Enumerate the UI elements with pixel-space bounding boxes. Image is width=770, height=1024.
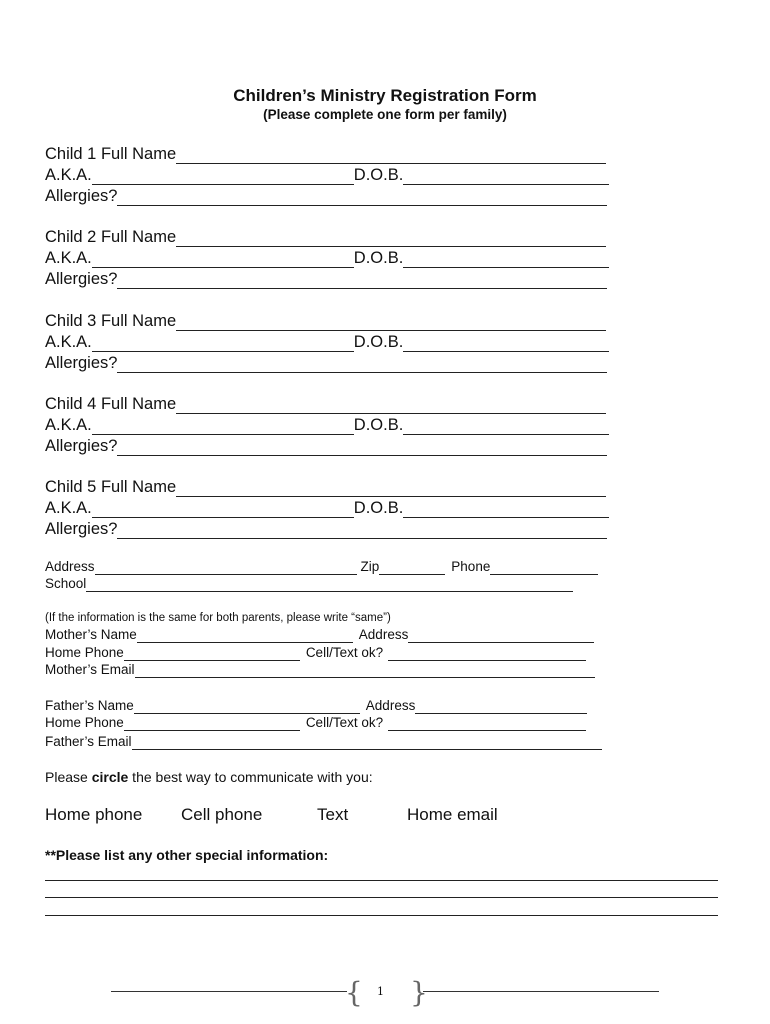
special-info-line-3[interactable] <box>45 915 718 916</box>
phone-field[interactable] <box>490 574 598 575</box>
child-1-name-row <box>45 145 606 166</box>
child-allergies-label: Allergies? <box>45 187 118 205</box>
child-full-name-field[interactable] <box>176 246 606 247</box>
footer-brace-left: { <box>345 976 363 1009</box>
father-name-field[interactable] <box>134 713 360 714</box>
child-allergies-field[interactable] <box>117 455 607 456</box>
child-aka-field[interactable] <box>92 184 354 185</box>
child-dob-label: D.O.B. <box>353 166 404 184</box>
child-full-name-field[interactable] <box>176 413 606 414</box>
zip-field[interactable] <box>379 574 445 575</box>
address-row <box>45 559 598 577</box>
child-aka-field[interactable] <box>92 434 354 435</box>
child-aka-label: A.K.A. <box>45 166 92 184</box>
father-email-row <box>45 734 602 752</box>
form-subtitle: (Please complete one form per family) <box>263 107 507 122</box>
child-4-allergies-row <box>45 437 607 458</box>
prompt-after: the best way to communicate with you: <box>128 769 373 785</box>
option-cell-phone[interactable]: Cell phone <box>181 805 263 824</box>
child-dob-field[interactable] <box>403 434 609 435</box>
child-2-name-row <box>45 228 606 249</box>
mother-email-label: Mother’s Email <box>45 662 135 677</box>
child-aka-label: A.K.A. <box>45 249 92 267</box>
special-info-line-1[interactable] <box>45 880 718 881</box>
child-full-name-field[interactable] <box>176 330 606 331</box>
child-full-name-label: Child 1 Full Name <box>45 145 177 163</box>
child-3-name-row <box>45 312 606 333</box>
same-note: (If the information is the same for both parents, please write “same”) <box>45 612 391 624</box>
child-1-allergies-row <box>45 187 607 208</box>
footer-rule-right <box>423 991 659 992</box>
option-home-email[interactable]: Home email <box>407 805 498 824</box>
father-address-field[interactable] <box>415 713 587 714</box>
child-full-name-label: Child 3 Full Name <box>45 312 177 330</box>
child-dob-label: D.O.B. <box>353 249 404 267</box>
school-row <box>45 576 573 594</box>
child-3-allergies-row <box>45 354 607 375</box>
father-home-phone-label: Home Phone <box>45 715 124 730</box>
child-4-aka-row <box>45 416 609 437</box>
father-phone-row <box>45 715 586 733</box>
school-field[interactable] <box>86 591 573 592</box>
child-aka-field[interactable] <box>92 267 354 268</box>
phone-label: Phone <box>451 559 491 574</box>
child-4-name-row <box>45 395 606 416</box>
page-number: 1 <box>377 985 384 998</box>
same-note-row <box>45 612 391 627</box>
form-title: Children’s Ministry Registration Form <box>233 86 537 105</box>
communication-prompt <box>45 769 373 787</box>
child-dob-label: D.O.B. <box>353 499 404 517</box>
mother-phone-row <box>45 645 586 663</box>
child-full-name-label: Child 2 Full Name <box>45 228 177 246</box>
child-3-aka-row <box>45 333 609 354</box>
child-aka-label: A.K.A. <box>45 333 92 351</box>
address-field[interactable] <box>95 574 357 575</box>
child-allergies-label: Allergies? <box>45 437 118 455</box>
option-home-phone[interactable]: Home phone <box>45 805 143 824</box>
child-full-name-label: Child 5 Full Name <box>45 478 177 496</box>
prompt-bold: circle <box>91 769 129 785</box>
child-aka-label: A.K.A. <box>45 416 92 434</box>
zip-label: Zip <box>360 559 380 574</box>
school-label: School <box>45 576 87 591</box>
child-5-aka-row <box>45 499 609 520</box>
child-allergies-label: Allergies? <box>45 270 118 288</box>
mother-address-label: Address <box>358 627 409 642</box>
mother-email-row <box>45 662 595 680</box>
child-full-name-field[interactable] <box>176 496 606 497</box>
address-label: Address <box>45 559 95 574</box>
father-cell-field[interactable] <box>388 730 586 731</box>
child-allergies-field[interactable] <box>117 372 607 373</box>
footer-brace-right: } <box>410 976 428 1009</box>
child-2-aka-row <box>45 249 609 270</box>
mother-email-field[interactable] <box>135 677 595 678</box>
mother-name-label: Mother’s Name <box>45 627 137 642</box>
special-info-row <box>45 847 328 865</box>
child-dob-field[interactable] <box>403 517 609 518</box>
special-info-label: **Please list any other special information: <box>45 847 329 863</box>
mother-name-field[interactable] <box>137 642 353 643</box>
child-aka-label: A.K.A. <box>45 499 92 517</box>
child-aka-field[interactable] <box>92 517 354 518</box>
father-email-field[interactable] <box>132 749 602 750</box>
child-5-name-row <box>45 478 606 499</box>
mother-address-field[interactable] <box>408 642 594 643</box>
option-text[interactable]: Text <box>317 805 349 824</box>
mother-home-phone-field[interactable] <box>124 660 300 661</box>
child-allergies-field[interactable] <box>117 288 607 289</box>
child-dob-field[interactable] <box>403 184 609 185</box>
child-full-name-label: Child 4 Full Name <box>45 395 177 413</box>
child-full-name-field[interactable] <box>176 163 606 164</box>
child-dob-label: D.O.B. <box>353 333 404 351</box>
father-name-label: Father’s Name <box>45 698 134 713</box>
mother-cell-label: Cell/Text ok? <box>305 645 384 660</box>
special-info-line-2[interactable] <box>45 897 718 898</box>
mother-home-phone-label: Home Phone <box>45 645 124 660</box>
child-dob-field[interactable] <box>403 351 609 352</box>
father-address-label: Address <box>365 698 416 713</box>
father-home-phone-field[interactable] <box>124 730 300 731</box>
child-allergies-label: Allergies? <box>45 520 118 538</box>
father-email-label: Father’s Email <box>45 734 132 749</box>
child-allergies-field[interactable] <box>117 538 607 539</box>
child-5-allergies-row <box>45 520 607 541</box>
child-dob-field[interactable] <box>403 267 609 268</box>
prompt-before: Please <box>45 769 92 785</box>
child-dob-label: D.O.B. <box>353 416 404 434</box>
child-aka-field[interactable] <box>92 351 354 352</box>
footer-rule-left <box>111 991 347 992</box>
mother-name-row <box>45 627 594 645</box>
mother-cell-field[interactable] <box>388 660 586 661</box>
father-cell-label: Cell/Text ok? <box>305 715 384 730</box>
child-allergies-field[interactable] <box>117 205 607 206</box>
child-allergies-label: Allergies? <box>45 354 118 372</box>
child-1-aka-row <box>45 166 609 187</box>
child-2-allergies-row <box>45 270 607 291</box>
father-name-row <box>45 698 587 716</box>
